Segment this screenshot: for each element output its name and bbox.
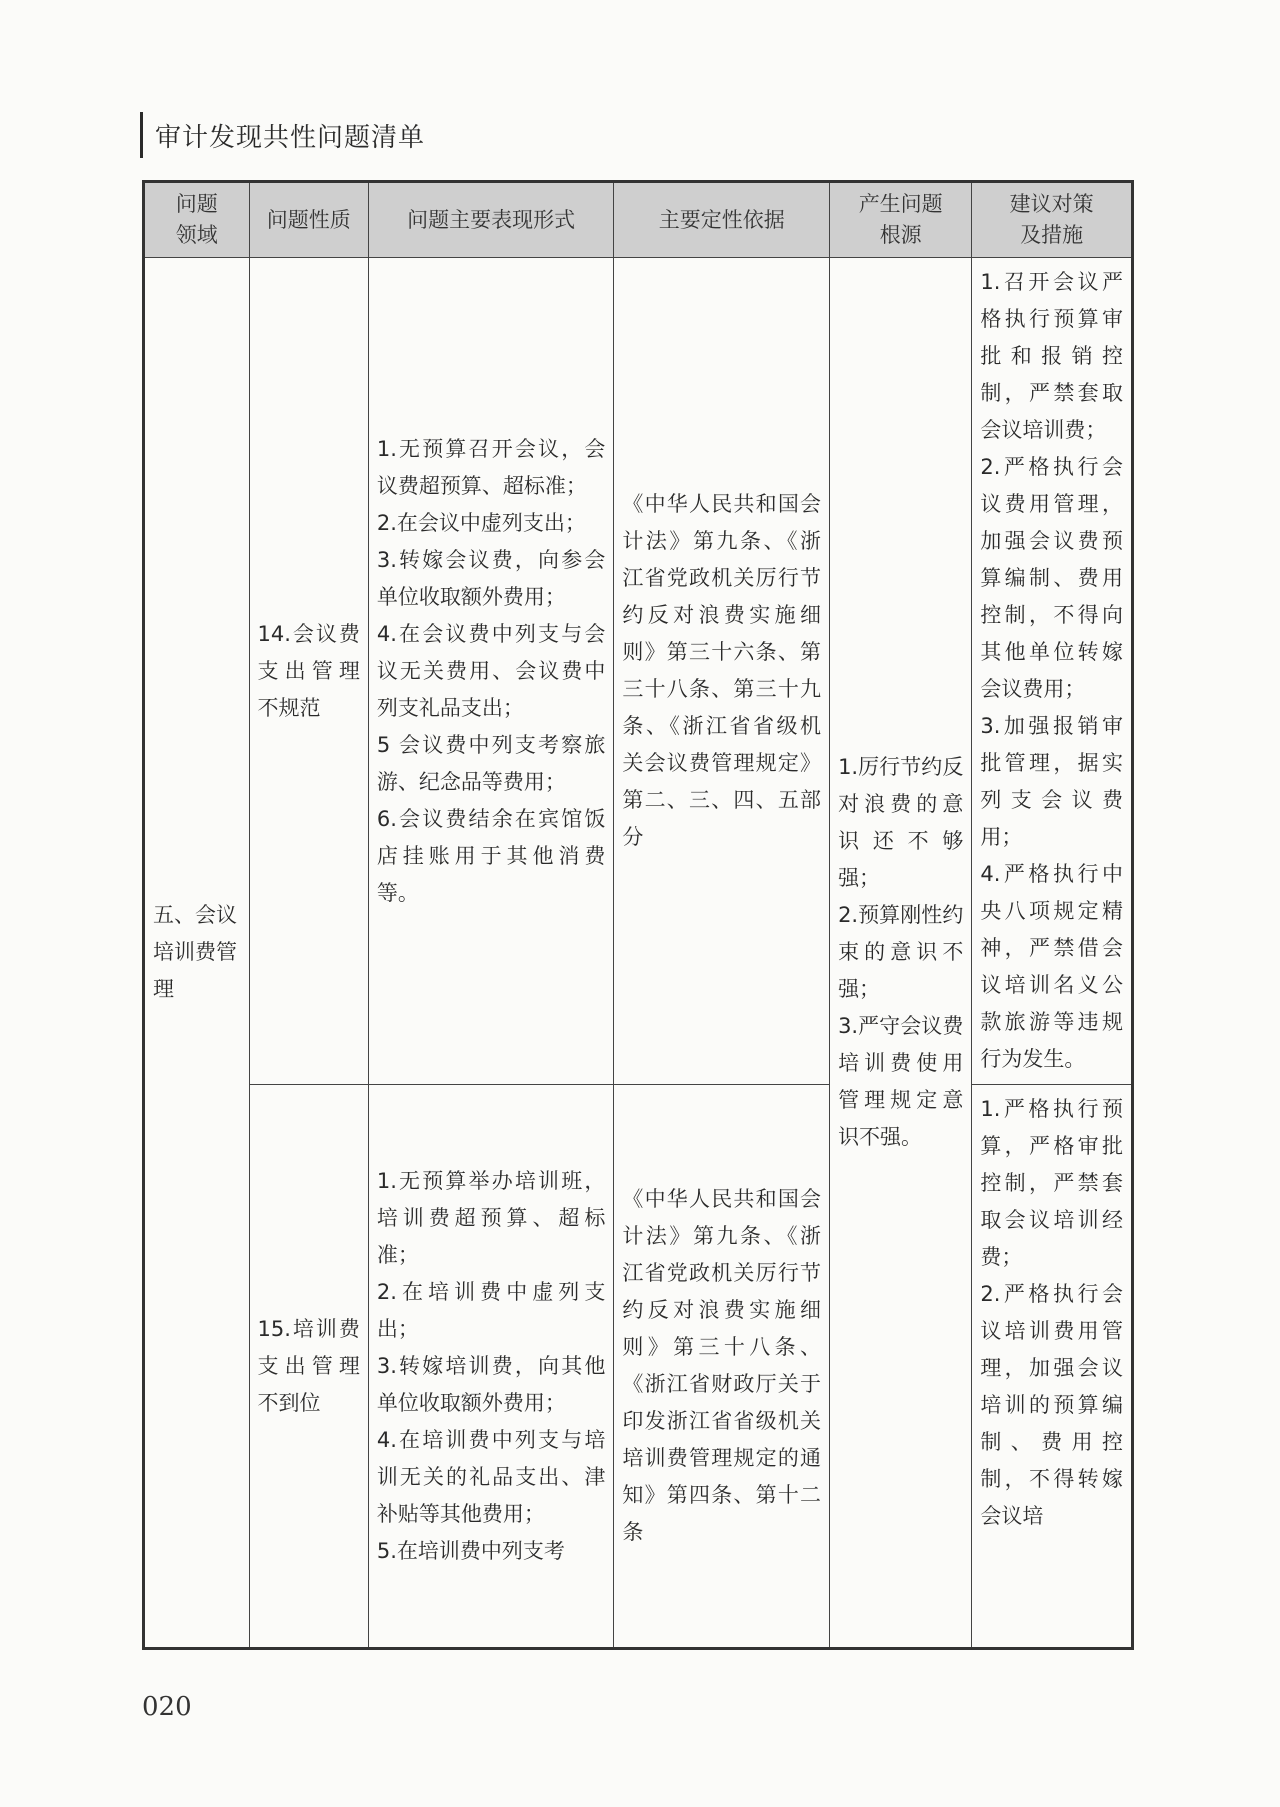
col-header-measures: 建议对策 及措施	[972, 182, 1133, 258]
form-item: 5.在培训费中列支考	[376, 1538, 565, 1563]
form-item: 3.转嫁会议费，向参会单位收取额外费用；	[376, 547, 606, 609]
root-cause-cell	[830, 258, 972, 1649]
measure-item: 4.严格执行中央八项规定精神，严禁借会议培训名义公款旅游等违规行为发生。	[980, 862, 1123, 1071]
area-cell: 五、会议培训费管理	[144, 258, 250, 1649]
root-cause-item: 3.严守会议费培训费使用管理规定意识不强。	[838, 1014, 964, 1149]
header-title: 审计发现共性问题清单	[155, 122, 426, 153]
form-item: 4.在培训费中列支与培训无关的礼品支出、津补贴等其他费用；	[376, 1427, 606, 1526]
form-item: 1.无预算举办培训班，培训费超预算、超标准；	[376, 1168, 606, 1267]
form-item: 4.在会议费中列支与会议无关费用、会议费中列支礼品支出；	[376, 621, 606, 720]
nature-cell: 14.会议费支出管理不规范	[249, 258, 368, 1085]
measure-item: 1.严格执行预算，严格审批控制，严禁套取会议培训经费；	[980, 1097, 1123, 1269]
form-item: 2.在会议中虚列支出；	[376, 510, 586, 535]
measure-item: 1.召开会议严格执行预算审批和报销控制，严禁套取会议培训费；	[980, 270, 1123, 442]
basis-cell: 《中华人民共和国会计法》第九条、《浙江省党政机关厉行节约反对浪费实施细则》第三十六条、第三十八条、第三十九条、《浙江省省级机关会议费管理规定》第二、三、四、五部分	[614, 258, 830, 1085]
header-rule	[140, 112, 143, 158]
col-header-root-cause: 产生问题 根源	[830, 182, 972, 258]
measures-cell	[972, 1085, 1133, 1649]
col-header-area: 问题 领域	[144, 182, 250, 258]
measure-item: 2.严格执行会议培训费用管理，加强会议培训的预算编制、费用控制，不得转嫁会议培	[980, 1282, 1123, 1528]
form-item: 3.转嫁培训费，向其他单位收取额外费用；	[376, 1353, 606, 1415]
root-cause-item: 1.厉行节约反对浪费的意识还不够强；	[838, 755, 964, 890]
form-item: 6.会议费结余在宾馆饭店挂账用于其他消费等。	[376, 806, 606, 905]
form-item: 5 会议费中列支考察旅游、纪念品等费用；	[376, 732, 606, 794]
table-header-row	[144, 182, 1133, 258]
page-number: 020	[142, 1692, 192, 1722]
basis-cell: 《中华人民共和国会计法》第九条、《浙江省党政机关厉行节约反对浪费实施细则》第三十八条、《浙江省财政厅关于印发浙江省省级机关培训费管理规定的通知》第四条、第十二条	[614, 1085, 830, 1649]
measure-item: 3.加强报销审批管理，据实列支会议费用；	[980, 714, 1123, 849]
forms-cell	[368, 1085, 614, 1649]
root-cause-item: 2.预算刚性约束的意识不强；	[838, 903, 964, 1001]
col-header-forms: 问题主要表现形式	[368, 182, 614, 258]
nature-cell: 15.培训费支出管理不到位	[249, 1085, 368, 1649]
col-header-basis: 主要定性依据	[614, 182, 830, 258]
col-header-nature: 问题性质	[249, 182, 368, 258]
form-item: 2.在培训费中虚列支出；	[376, 1279, 606, 1341]
measure-item: 2.严格执行会议费用管理，加强会议费预算编制、费用控制，不得向其他单位转嫁会议费用；	[980, 455, 1123, 701]
measures-cell	[972, 258, 1133, 1085]
page-header	[140, 112, 425, 158]
table-row	[144, 258, 1133, 1085]
forms-cell	[368, 258, 614, 1085]
audit-issues-table	[142, 180, 1134, 1650]
form-item: 1.无预算召开会议，会议费超预算、超标准；	[376, 436, 606, 498]
table-row	[144, 1085, 1133, 1649]
